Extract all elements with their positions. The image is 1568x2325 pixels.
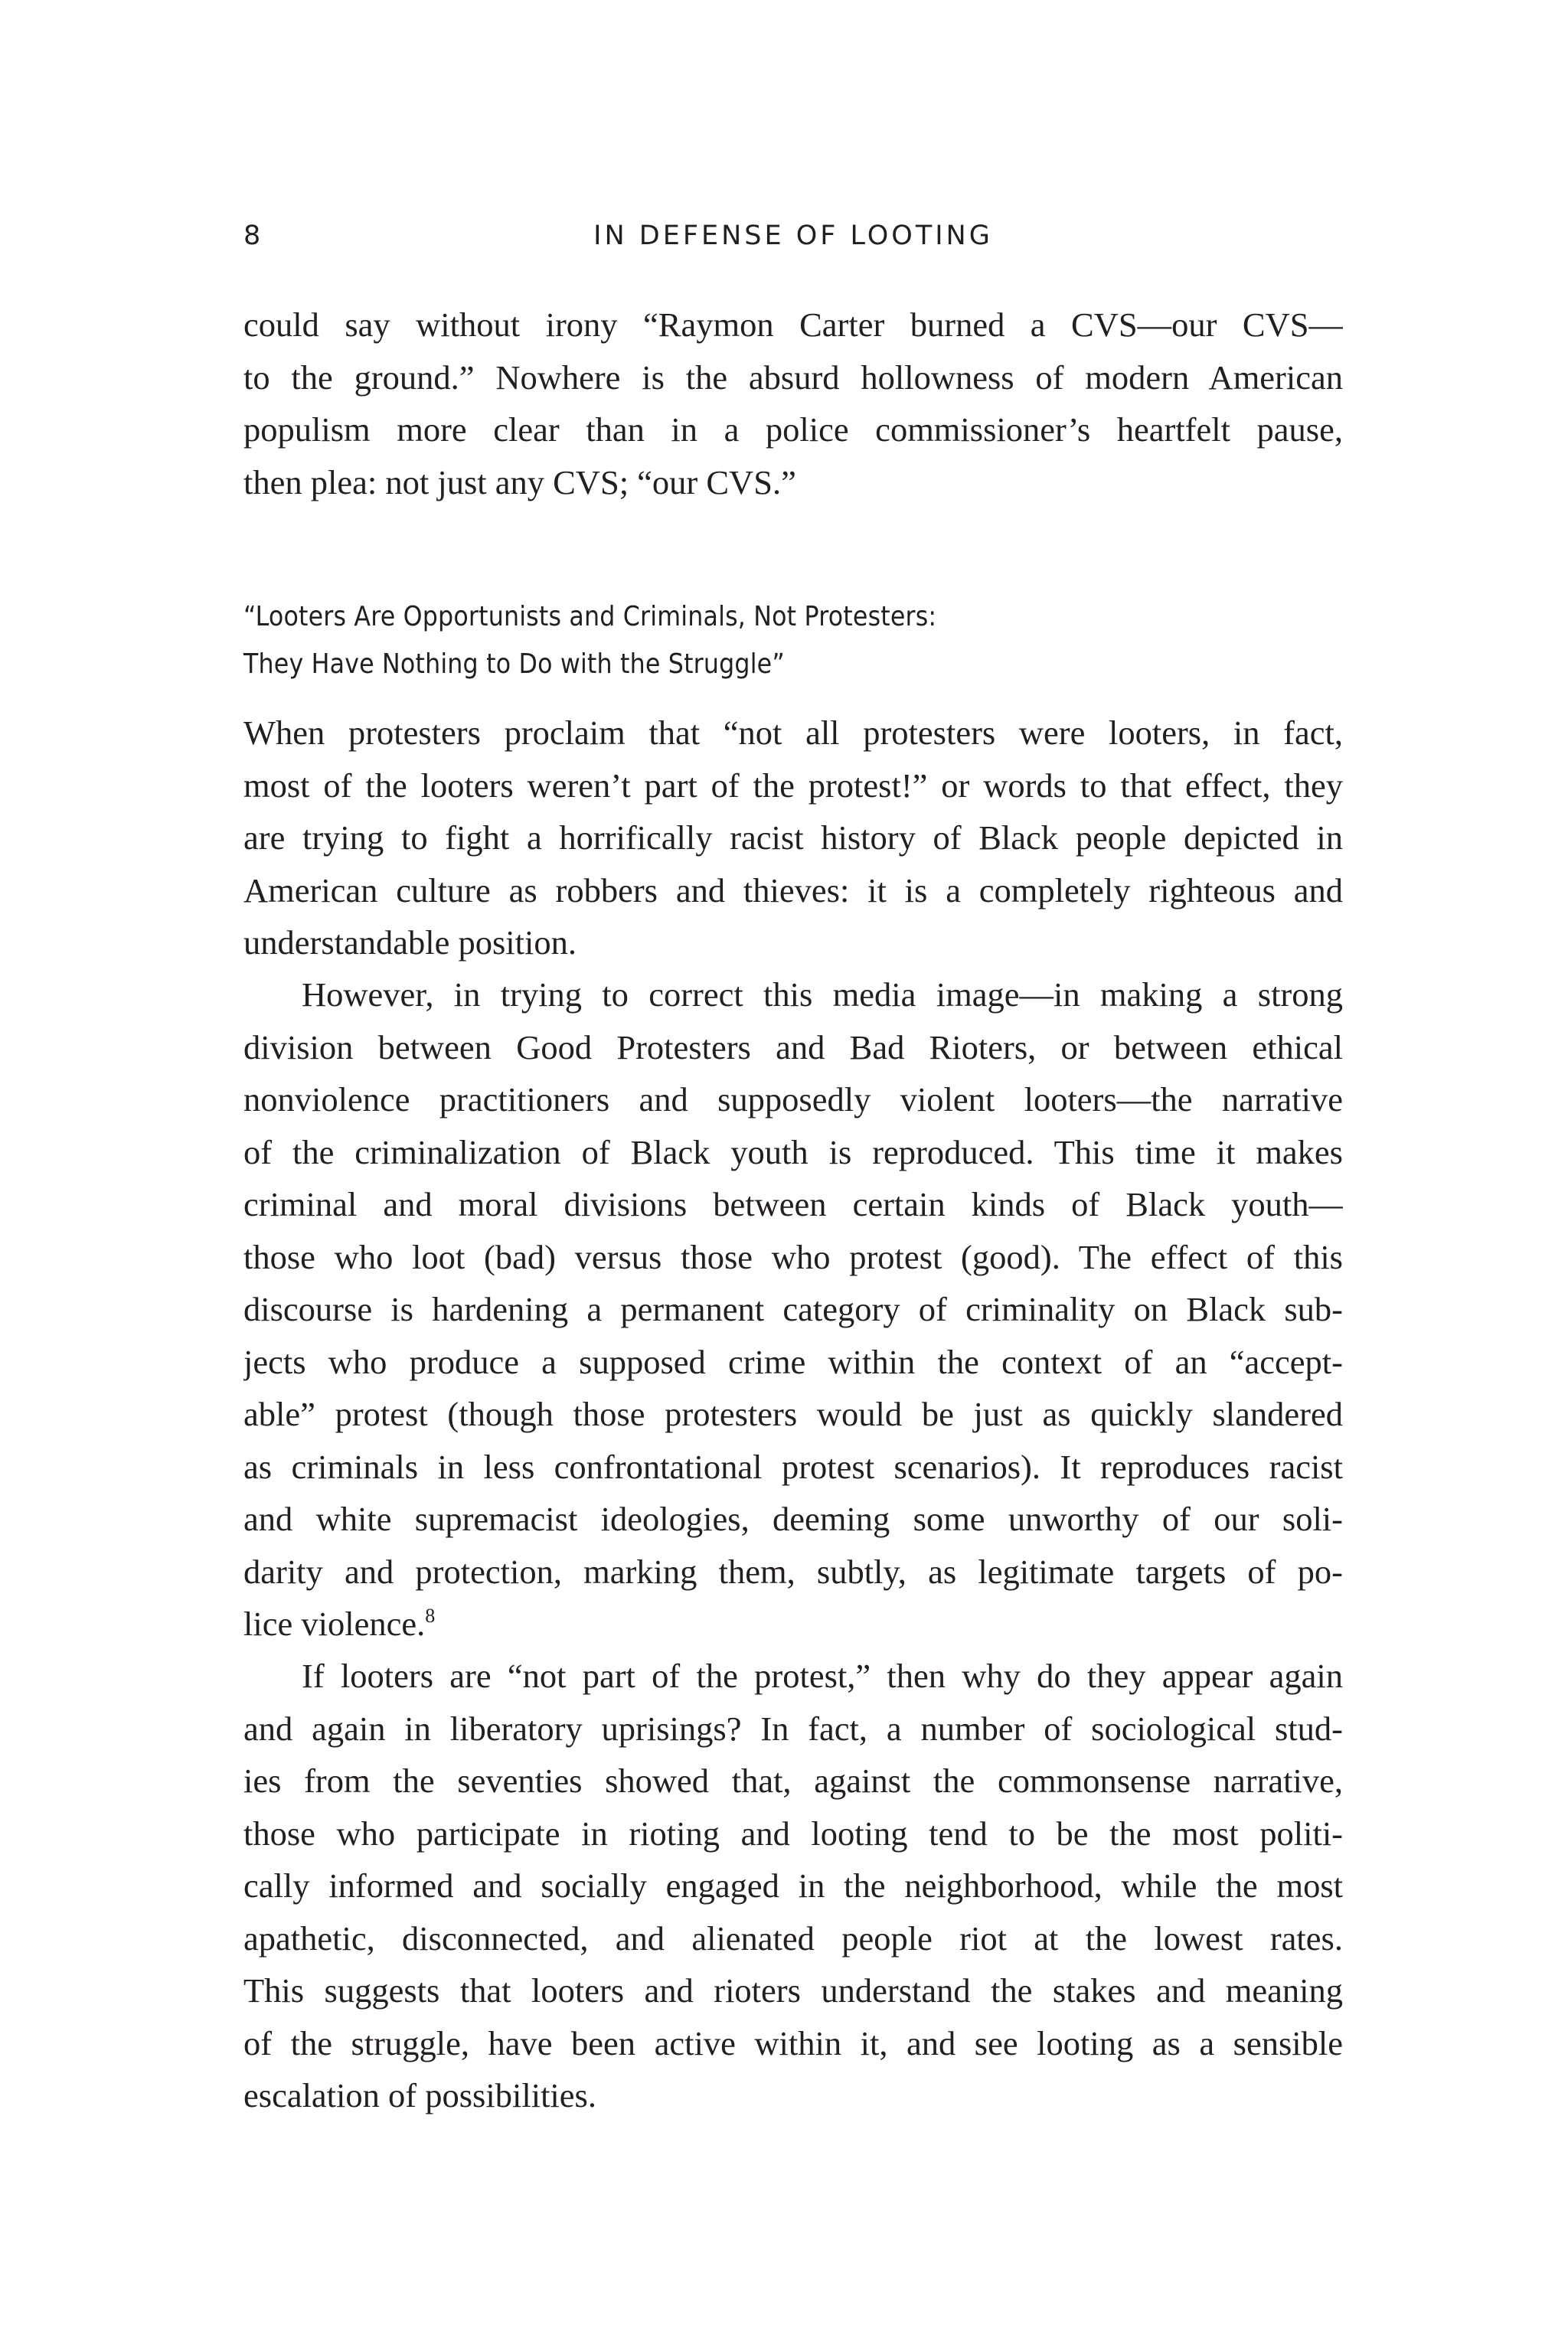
text-line: of the criminalization of Black youth is reproduced. This time it makes xyxy=(243,1132,1343,1171)
section-heading-line-1: “Looters Are Opportunists and Criminals, Not Protesters: xyxy=(243,601,937,632)
text-line: are trying to fight a horrifically racist history of Black people depicted in xyxy=(243,818,1343,857)
text-line: When protesters proclaim that “not all protesters were looters, in fact, xyxy=(243,714,1343,752)
text-line: cally informed and socially engaged in the neighborhood, while the most xyxy=(243,1866,1343,1905)
page-number: 8 xyxy=(243,220,264,251)
text-line: discourse is hardening a permanent category of criminality on Black sub- xyxy=(243,1290,1343,1328)
text-line-content: lice violence. xyxy=(243,1605,426,1643)
text-line: However, in trying to correct this media image—in making a strong xyxy=(302,975,1343,1014)
text-line: to the ground.” Nowhere is the absurd hollowness of modern American xyxy=(243,358,1343,397)
text-line: This suggests that looters and rioters understand the stakes and meaning xyxy=(243,1971,1343,2010)
paragraph-2 xyxy=(243,968,1343,1651)
text-line: and white supremacist ideologies, deeming some unworthy of our soli- xyxy=(243,1500,1343,1538)
paragraph-3 xyxy=(243,1650,1343,2122)
footnote-reference: 8 xyxy=(425,1605,436,1627)
text-line-with-footnote xyxy=(243,1598,1343,1651)
text-line: then plea: not just any CVS; “our CVS.” xyxy=(243,462,796,501)
text-line: as criminals in less confrontational protest scenarios). It reproduces racist xyxy=(243,1447,1343,1486)
text-line: criminal and moral divisions between certain kinds of Black youth— xyxy=(243,1185,1343,1223)
text-line: those who participate in rioting and looting tend to be the most politi- xyxy=(243,1814,1343,1853)
text-line: of the struggle, have been active within it, and see looting as a sensible xyxy=(243,2023,1343,2062)
section-heading xyxy=(243,593,1211,688)
book-title: IN DEFENSE OF LOOTING xyxy=(593,220,993,251)
text-line: most of the looters weren’t part of the protest!” or words to that effect, they xyxy=(243,766,1343,805)
text-line: If looters are “not part of the protest,” then why do they appear again xyxy=(302,1657,1343,1695)
text-line: darity and protection, marking them, subtly, as legitimate targets of po- xyxy=(243,1552,1343,1591)
text-line: understandable position. xyxy=(243,923,577,962)
text-line: escalation of possibilities. xyxy=(243,2076,596,2114)
text-line: nonviolence practitioners and supposedly violent looters—the narrative xyxy=(243,1080,1343,1118)
text-line: division between Good Protesters and Bad Rioters, or between ethical xyxy=(243,1027,1343,1066)
section-heading-line-2: They Have Nothing to Do with the Struggle” xyxy=(243,648,785,680)
text-line: and again in liberatory uprisings? In fact, a number of sociological stud- xyxy=(243,1709,1343,1748)
text-line: jects who produce a supposed crime within the context of an “accept- xyxy=(243,1342,1343,1381)
text-line: those who loot (bad) versus those who protest (good). The effect of this xyxy=(243,1237,1343,1276)
text-line: could say without irony “Raymon Carter burned a CVS—our CVS— xyxy=(243,305,1343,344)
text-line: ies from the seventies showed that, against the commonsense narrative, xyxy=(243,1762,1343,1800)
paragraph-1 xyxy=(243,707,1343,969)
text-line: American culture as robbers and thieves: it is a completely righteous and xyxy=(243,870,1343,909)
text-line: populism more clear than in a police commissioner’s heartfelt pause, xyxy=(243,410,1343,449)
intro-paragraph xyxy=(243,299,1343,508)
text-line: able” protest (though those protesters would be just as quickly slandered xyxy=(243,1395,1343,1433)
running-head xyxy=(243,217,1343,254)
text-line: apathetic, disconnected, and alienated people riot at the lowest rates. xyxy=(243,1918,1343,1958)
